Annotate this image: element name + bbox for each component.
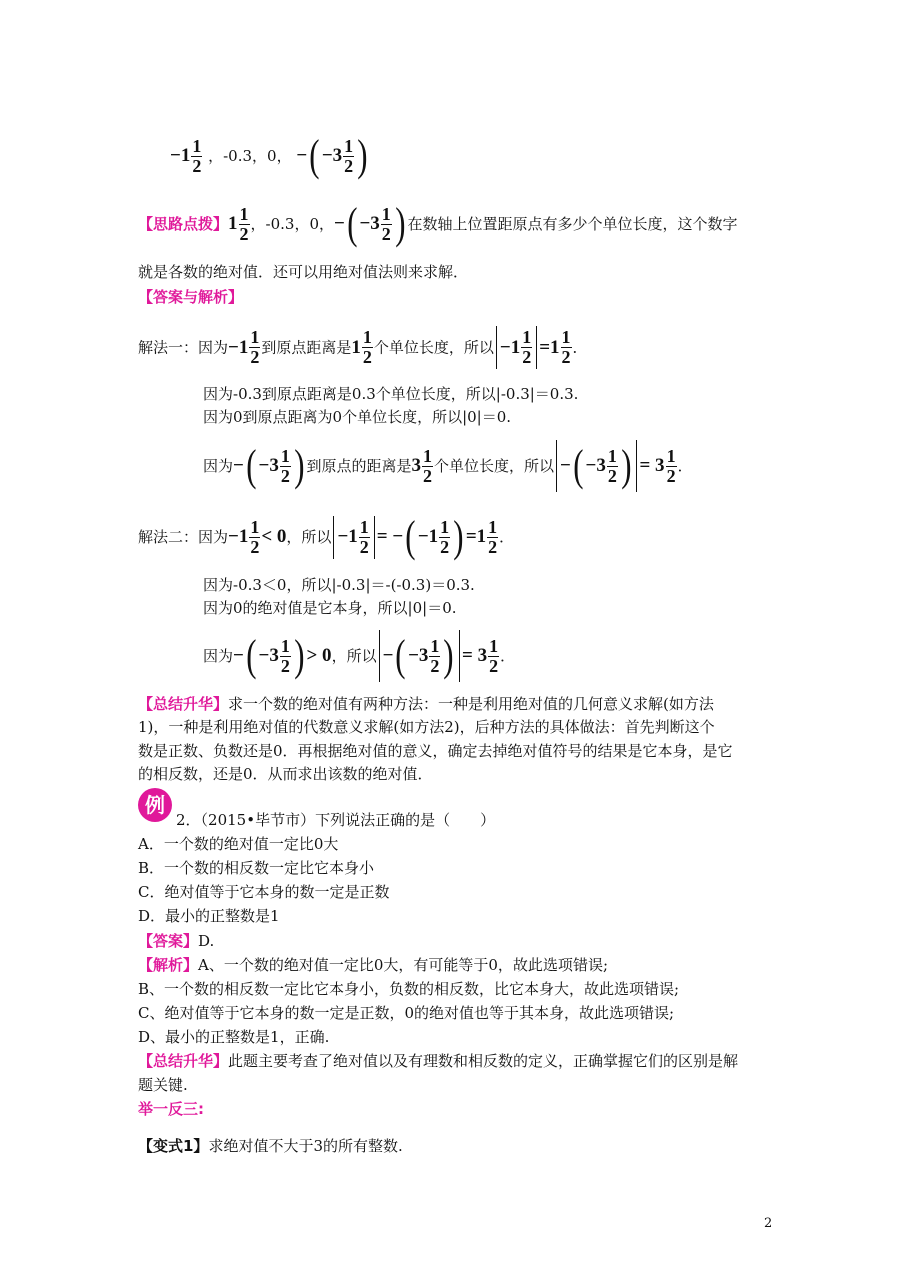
option-d: D．最小的正整数是1 (138, 907, 280, 925)
math-paren-expr: ( −3 $\frac{1}{2}$ ) (309, 131, 368, 180)
summary1-line2: 1)，一种是利用绝对值的代数意义求解(如方法2)，后种方法的具体做法：首先判断这个 (138, 718, 715, 736)
analysis-line4: D、最小的正整数是1，正确. (138, 1028, 330, 1046)
practice-text: 求绝对值不大于3的所有整数. (208, 1137, 403, 1155)
method1-text-2: 个单位长度，所以 (373, 338, 494, 357)
method1-line3: 因为0到原点距离为0个单位长度，所以|0|＝0. (203, 408, 512, 426)
answer-tag: 【答案与解析】 (138, 288, 244, 306)
method2-text-2: ． (499, 528, 515, 546)
method2-l4c: ． (500, 647, 516, 665)
practice-tag: 【变式1】 (138, 1137, 209, 1155)
summary2-line2: 题关键. (138, 1076, 188, 1094)
method1-text-3: ． (572, 338, 588, 357)
hint-text-1: 在数轴上位置距原点有多少个单位长度，这个数字 (407, 215, 738, 233)
example-answer: D. (198, 932, 215, 950)
method2-l4b: ，所以 (331, 647, 377, 665)
hint-line (138, 199, 738, 248)
summary1-line4: 的相反数，还是0．从而求出该数的绝对值． (138, 765, 433, 783)
summary1-text-1: 求一个数的绝对值有两种方法：一种是利用绝对值的几何意义求解(如方法 (228, 695, 714, 713)
math-paren-expr: ( −3 $\frac{1}{2}$ ) (246, 441, 305, 490)
hint-tag: 【思路点拨】 (138, 215, 229, 233)
method2-line4 (203, 630, 515, 682)
math-equals-expr: = − (376, 526, 404, 547)
math-one-half: 1 $\frac{1}{2}$ (351, 327, 372, 367)
math-paren-expr: ( −3 $\frac{1}{2}$ ) (347, 199, 406, 248)
example-answer-line (138, 931, 214, 951)
analysis-tag: 【解析】 (138, 956, 199, 974)
math-abs-expr: − ( −3 $\frac{1}{2}$ ) (556, 440, 637, 492)
analysis-line2: B、一个数的相反数一定比它本身小，负数的相反数，比它本身大，故此选项错误; (138, 980, 680, 998)
method1-l4b: 到原点的距离是 (306, 457, 412, 475)
option-b: B．一个数的相反数一定比它本身小 (138, 859, 375, 877)
math-paren-expr: ( −1 $\frac{1}{2}$ ) (405, 512, 464, 561)
analysis-line3: C、绝对值等于它本身的数一定是正数，0的绝对值也等于其本身，故此选项错误; (138, 1004, 675, 1022)
analysis-line1 (138, 955, 608, 975)
top-expression-line (170, 131, 370, 180)
method1-line4 (203, 440, 693, 492)
math-three-half: 3 $\frac{1}{2}$ (411, 445, 432, 486)
math-paren-expr: ( −3 $\frac{1}{2}$ ) (246, 631, 305, 680)
math-neg-one-half: −1 $\frac{1}{2}$ (170, 135, 202, 176)
method1-label: 解法一：因为 (138, 338, 229, 357)
math-abs-expr: −1 $\frac{1}{2}$ (333, 516, 374, 559)
example-answer-tag: 【答案】 (138, 932, 199, 950)
method2-line3: 因为0的绝对值是它本身，所以|0|＝0. (203, 599, 457, 617)
hint-separator: ，-0.3，0， (250, 215, 334, 233)
hint-line-2: 就是各数的绝对值．还可以用绝对值法则来求解． (138, 263, 469, 281)
method2-line2: 因为-0.3＜0，所以|-0.3|＝-(-0.3)＝0.3. (203, 576, 475, 594)
summary2-tag: 【总结升华】 (138, 1052, 229, 1070)
method1-l4a: 因为 (203, 457, 234, 475)
analysis-text-a: A、一个数的绝对值一定比0大，有可能等于0，故此选项错误; (198, 956, 608, 974)
method2-text-1: ，所以 (286, 528, 332, 546)
math-gt-zero: > 0 (306, 645, 332, 666)
method1-l4d: ． (677, 457, 693, 475)
math-one-half: 1 $\frac{1}{2}$ (228, 203, 249, 244)
practice-line (138, 1136, 403, 1156)
math-equals-result: =1 $\frac{1}{2}$ (465, 516, 498, 557)
top-separator: ，-0.3，0， (208, 147, 292, 165)
example-badge: 例 (138, 788, 172, 822)
method1-line1 (138, 326, 588, 369)
option-a: A．一个数的绝对值一定比0大 (138, 835, 339, 853)
summary1-tag: 【总结升华】 (138, 695, 229, 713)
method1-l4c: 个单位长度，所以 (434, 457, 555, 475)
option-c: C．绝对值等于它本身的数一定是正数 (138, 883, 390, 901)
math-neg-one-half: −1 $\frac{1}{2}$ (228, 327, 260, 367)
summary2-line1 (138, 1051, 738, 1071)
math-abs-expr: − ( −3 $\frac{1}{2}$ ) (379, 630, 460, 682)
math-equals-result: = 3 $\frac{1}{2}$ (462, 635, 499, 676)
method2-label: 解法二：因为 (138, 528, 229, 546)
math-abs-expr: −1 $\frac{1}{2}$ (496, 326, 537, 369)
math-equals-result: = 3 $\frac{1}{2}$ (639, 445, 676, 486)
method1-line2: 因为-0.3到原点距离是0.3个单位长度，所以|-0.3|＝0.3. (203, 385, 579, 403)
math-minus: − (233, 455, 244, 476)
math-minus: − (333, 213, 345, 234)
method2-l4a: 因为 (203, 647, 234, 665)
page-number: 2 (764, 1216, 773, 1231)
summary1-line3: 数是正数、负数还是0．再根据绝对值的意义，确定去掉绝对值符号的结果是它本身，是它 (138, 742, 733, 760)
summary2-text-1: 此题主要考查了绝对值以及有理数和相反数的定义，正确掌握它们的区别是解 (228, 1052, 739, 1070)
practice-heading: 举一反三: (138, 1100, 204, 1118)
math-equals-result: =1 $\frac{1}{2}$ (539, 327, 571, 367)
summary1-line1 (138, 694, 714, 714)
math-minus: − (296, 145, 308, 166)
method2-line1 (138, 512, 515, 561)
example-question: 2．（2015•毕节市）下列说法正确的是（ ） (176, 811, 496, 829)
math-neg-one-half-lt-zero: −1 $\frac{1}{2}$ < 0 (228, 516, 287, 557)
math-minus: − (233, 645, 244, 666)
method1-text-1: 到原点距离是 (261, 338, 352, 357)
